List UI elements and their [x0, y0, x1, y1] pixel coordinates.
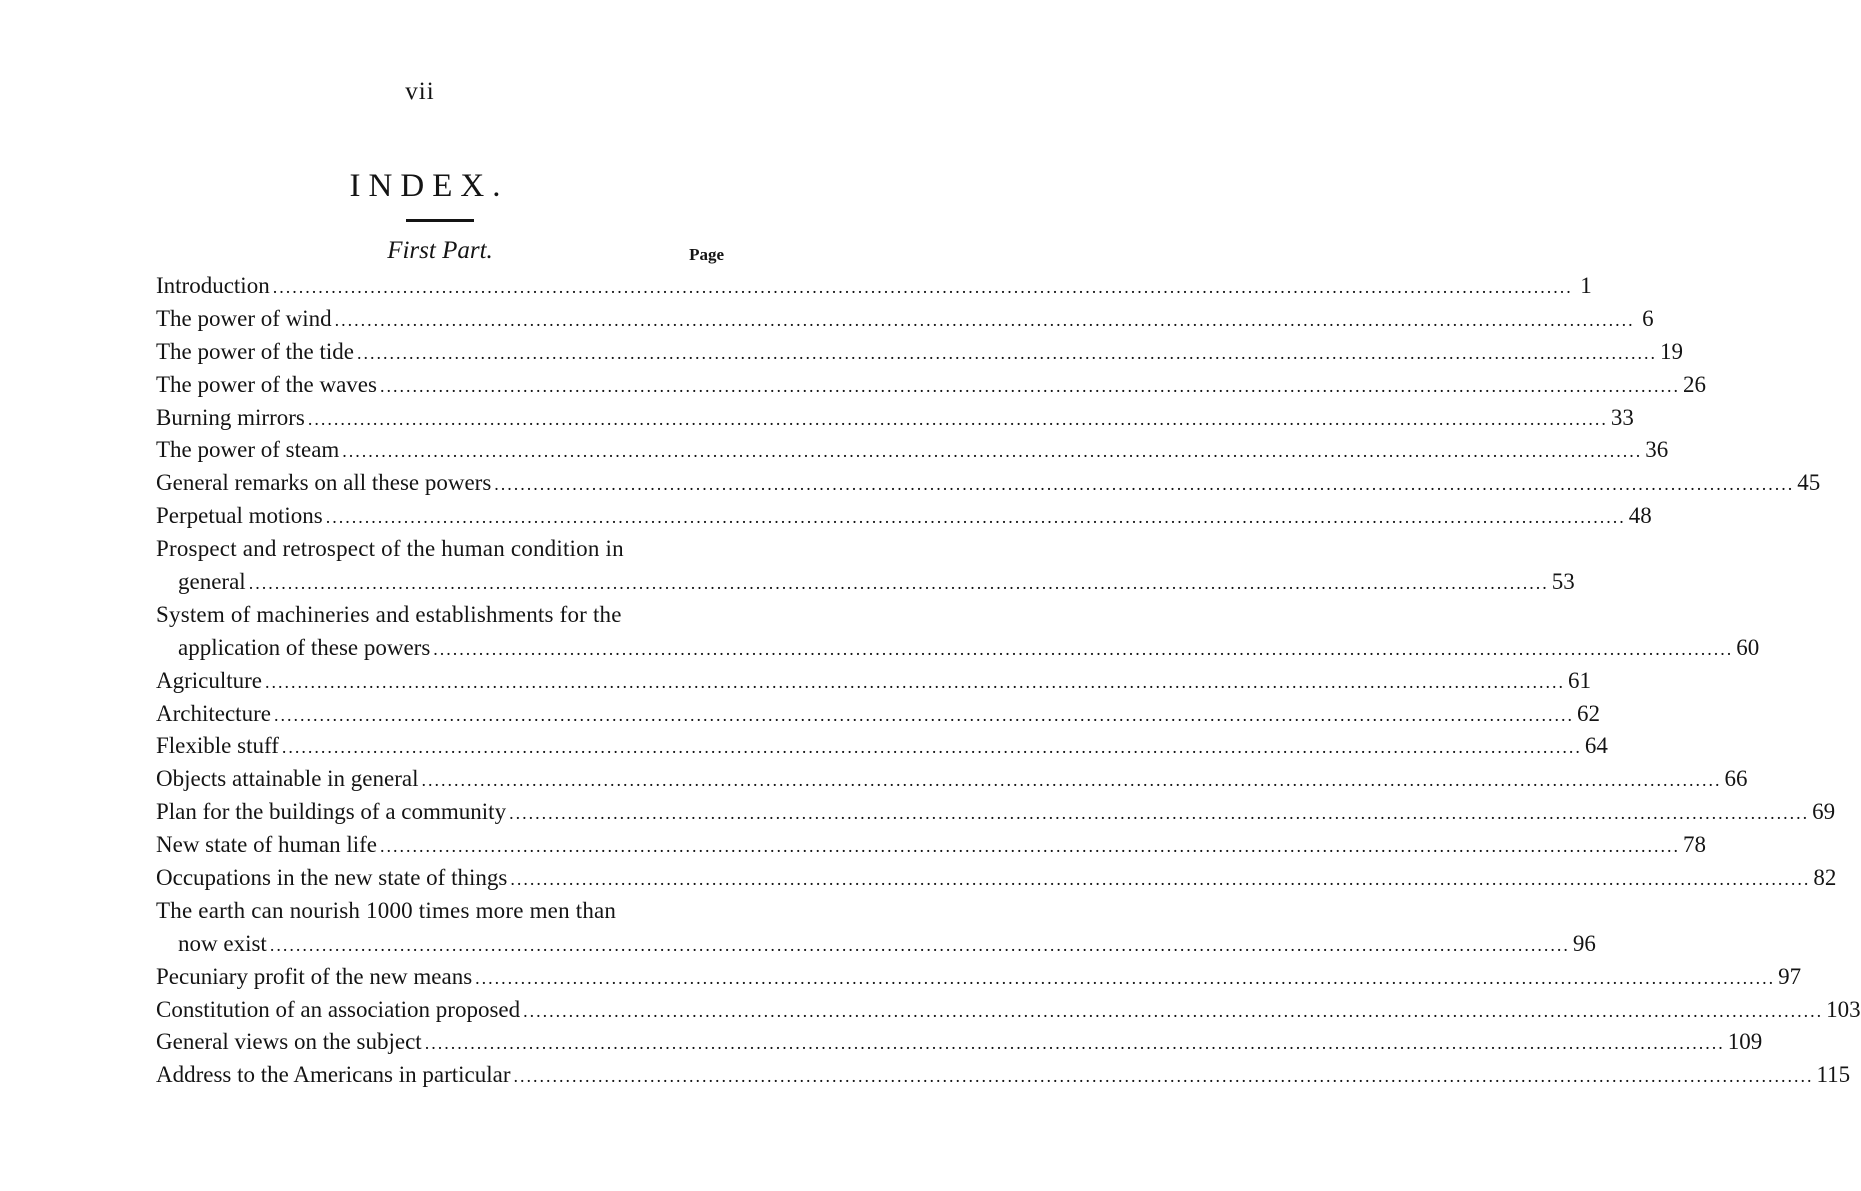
toc-entry	[156, 862, 1837, 895]
page-column-label: Page	[689, 245, 724, 264]
toc-entry	[156, 763, 1748, 796]
toc-entry-line: The earth can nourish 1000 times more men than	[156, 897, 617, 923]
leader-dots: ........................................................................................................................................................................................................	[509, 803, 1810, 824]
toc-page-number: 45	[1797, 470, 1821, 496]
toc-entry-title: The power of steam	[156, 437, 340, 463]
toc-entry	[156, 632, 1760, 665]
toc-page-number: 36	[1645, 437, 1669, 463]
toc-entry-title: general	[178, 569, 246, 595]
leader-dots: ........................................................................................................................................................................................................	[379, 836, 1680, 857]
leader-dots: ........................................................................................................................................................................................................	[248, 573, 1549, 594]
toc-entry-title: Introduction	[156, 273, 270, 298]
toc-page-number: 48	[1628, 503, 1652, 529]
toc-entry-title: General remarks on all these powers	[156, 470, 492, 496]
title-rule	[406, 219, 474, 222]
leader-dots: ........................................................................................................................................................................................................	[379, 375, 1680, 396]
toc-entry-line: Prospect and retrospect of the human condition in	[156, 536, 624, 562]
toc-entry	[156, 730, 1608, 763]
leader-dots: ........................................................................................................................................................................................................	[356, 342, 1657, 363]
leader-dots: ........................................................................................................................................................................................................	[475, 967, 1776, 988]
toc-entry	[156, 994, 1861, 1027]
toc-entry-title: Agriculture	[156, 667, 263, 693]
table-of-contents	[156, 270, 1861, 1092]
toc-entry-title: Occupations in the new state of things	[156, 865, 508, 891]
toc-entry	[156, 928, 1596, 961]
leader-dots: ........................................................................................................................................................................................................	[494, 474, 1795, 495]
toc-entry-title: application of these powers	[178, 634, 431, 660]
toc-entry-title: Burning mirrors	[156, 404, 305, 430]
toc-entry-title: The power of the waves	[156, 371, 377, 397]
index-title: INDEX.	[349, 168, 509, 204]
toc-entry	[156, 1026, 1763, 1059]
toc-page-number: 33	[1610, 404, 1634, 430]
leader-dots: ........................................................................................................................................................................................................	[513, 1066, 1814, 1087]
toc-page-number: 109	[1727, 1029, 1763, 1055]
leader-dots: ........................................................................................................................................................................................................	[342, 441, 1643, 462]
toc-page-number: 19	[1659, 338, 1683, 364]
toc-entry	[156, 1059, 1851, 1092]
toc-entry-title: The power of wind	[156, 305, 332, 331]
toc-entry-title: Pecuniary profit of the new means	[156, 963, 473, 989]
toc-entry-title: Constitution of an association proposed	[156, 996, 521, 1022]
toc-entry	[156, 336, 1683, 369]
toc-entry-title: The power of the tide	[156, 338, 354, 364]
toc-entry-title: Flexible stuff	[156, 733, 279, 759]
toc-page-number: 78	[1682, 832, 1706, 858]
toc-page-number: 62	[1576, 700, 1600, 726]
toc-page-number: 26	[1682, 371, 1706, 397]
toc-entry	[156, 796, 1836, 829]
toc-page-number: 66	[1724, 766, 1748, 792]
toc-entry	[156, 698, 1600, 731]
toc-entry	[156, 402, 1634, 435]
toc-page-number: 60	[1736, 634, 1760, 660]
toc-entry	[156, 566, 1575, 599]
leader-dots: ........................................................................................................................................................................................................	[273, 704, 1574, 725]
toc-entry-title: New state of human life	[156, 832, 377, 858]
toc-entry	[156, 500, 1652, 533]
toc-page-number: 64	[1584, 733, 1608, 759]
leader-dots: ........................................................................................................................................................................................................	[307, 408, 1608, 429]
toc-entry	[156, 961, 1802, 994]
toc-page-number: 97	[1778, 963, 1802, 989]
leader-dots: ........................................................................................................................................................................................................	[433, 638, 1734, 659]
toc-entry-title: Perpetual motions	[156, 503, 323, 529]
leader-dots: ........................................................................................................................................................................................................	[523, 1000, 1824, 1021]
toc-entry-title: Address to the Americans in particular	[156, 1062, 511, 1088]
toc-entry	[156, 829, 1706, 862]
leader-dots: ........................................................................................................................................................................................................	[272, 277, 1573, 297]
toc-page-number: 53	[1551, 569, 1575, 595]
leader-dots: ........................................................................................................................................................................................................	[265, 671, 1566, 692]
toc-entry-line: System of machineries and establishments for the	[156, 601, 622, 627]
toc-entry	[156, 369, 1706, 402]
toc-page-number: 6	[1642, 305, 1654, 331]
toc-page-number: 69	[1812, 799, 1836, 825]
toc-entry-title: General views on the subject	[156, 1029, 422, 1055]
toc-page-number: 1	[1580, 273, 1592, 298]
toc-page-number: 82	[1813, 865, 1837, 891]
leader-dots: ........................................................................................................................................................................................................	[269, 934, 1570, 955]
part-heading: First Part.	[387, 237, 493, 264]
page-folio: vii	[405, 78, 435, 105]
leader-dots: ........................................................................................................................................................................................................	[281, 737, 1582, 758]
toc-entry	[156, 665, 1592, 698]
leader-dots: ........................................................................................................................................................................................................	[334, 309, 1635, 330]
leader-dots: ........................................................................................................................................................................................................	[325, 507, 1626, 528]
toc-page-number: 96	[1572, 930, 1596, 956]
toc-entry-title: Architecture	[156, 700, 271, 726]
toc-entry	[156, 467, 1821, 500]
leader-dots: ........................................................................................................................................................................................................	[424, 1033, 1725, 1054]
toc-entry	[156, 303, 1654, 336]
toc-entry-title: Plan for the buildings of a community	[156, 799, 507, 825]
leader-dots: ........................................................................................................................................................................................................	[421, 770, 1722, 791]
toc-entry	[156, 270, 1592, 303]
leader-dots: ........................................................................................................................................................................................................	[510, 869, 1811, 890]
toc-entry-title: now exist	[178, 930, 267, 956]
toc-page-number: 103	[1826, 996, 1861, 1022]
toc-page-number: 61	[1568, 667, 1592, 693]
toc-entry	[156, 434, 1669, 467]
toc-page-number: 115	[1816, 1062, 1851, 1088]
toc-entry-title: Objects attainable in general	[156, 766, 419, 792]
